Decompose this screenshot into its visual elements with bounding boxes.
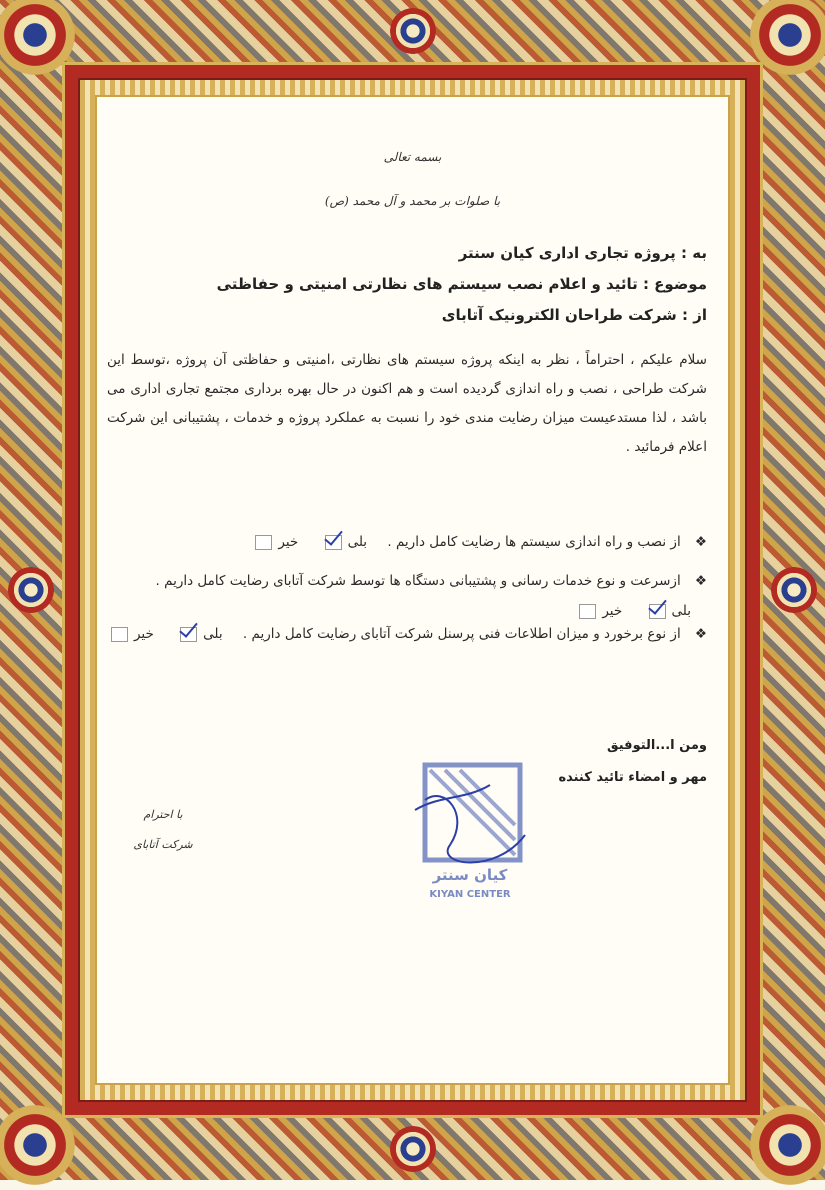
company-signature: شرکت آتابای [133, 838, 193, 851]
letter-body: سلام علیکم ، احتراماً ، نظر به اینکه پروژه سیستم های نظارتی ،امنیتی و حفاظتی آن پروژه ،توسط این شرکت طراحی ، نصب و راه اندازی گردیده است و هم اکنون در حال بهره برداری مجتمع تجاری اداری می باشد ، لذا مستدعیست میزان رضایت مندی خود را نسبت به عملکرد پروژه و خدمات ، پشتیبانی این شرکت اعلام فرمائید . [107, 352, 707, 455]
yes-option: بلی [643, 596, 691, 626]
stamp-label: مهر و امضاء تائید کننده [558, 770, 707, 785]
no-option: خیر [573, 596, 622, 626]
no-checkbox[interactable] [255, 535, 272, 550]
svg-text:KIYAN CENTER: KIYAN CENTER [429, 889, 511, 900]
company-stamp [405, 755, 535, 915]
survey-question [97, 566, 707, 626]
subject-line: موضوع : تائید و اعلام نصب سیستم های نظارتی امنیتی و حفاظتی [216, 275, 707, 293]
bullet-diamond-icon: ❖ [694, 534, 707, 550]
no-option: خیر [249, 534, 298, 550]
salawat: با صلوات بر محمد و آل محمد (ص) [324, 194, 501, 208]
no-checkbox[interactable] [111, 627, 128, 642]
survey-question [97, 534, 707, 550]
yes-option: بلی [319, 534, 367, 550]
survey-question [97, 626, 707, 642]
regards-signature [108, 800, 218, 860]
stamp-logo-icon [405, 755, 535, 915]
yes-checkbox[interactable] [649, 604, 666, 619]
bullet-diamond-icon: ❖ [694, 573, 707, 589]
no-checkbox[interactable] [579, 604, 596, 619]
recipient-line: به : پروژه تجاری اداری کیان سنتر [458, 244, 707, 262]
question-text: ازسرعت و نوع خدمات رسانی و پشتیبانی دستگاه ها توسط شرکت آتابای رضایت کامل داریم . [155, 573, 681, 589]
yes-option: بلی [174, 626, 222, 642]
closing-phrase: ومن ا...التوفیق [607, 738, 707, 753]
no-option: خیر [105, 626, 154, 642]
question-text: از نوع برخورد و میزان اطلاعات فنی پرسنل شرکت آتابای رضایت کامل داریم . [242, 626, 681, 642]
sender-line: از : شرکت طراحان الکترونیک آتابای [441, 306, 707, 324]
yes-checkbox[interactable] [180, 627, 197, 642]
yes-checkbox[interactable] [325, 535, 342, 550]
question-text: از نصب و راه اندازی سیستم ها رضایت کامل داریم . [387, 534, 681, 550]
svg-text:کیان سنتر: کیان سنتر [432, 866, 508, 884]
basmala: بسمه تعالی [383, 150, 442, 164]
regards-line: با احترام [143, 808, 183, 821]
bullet-diamond-icon: ❖ [694, 626, 707, 642]
